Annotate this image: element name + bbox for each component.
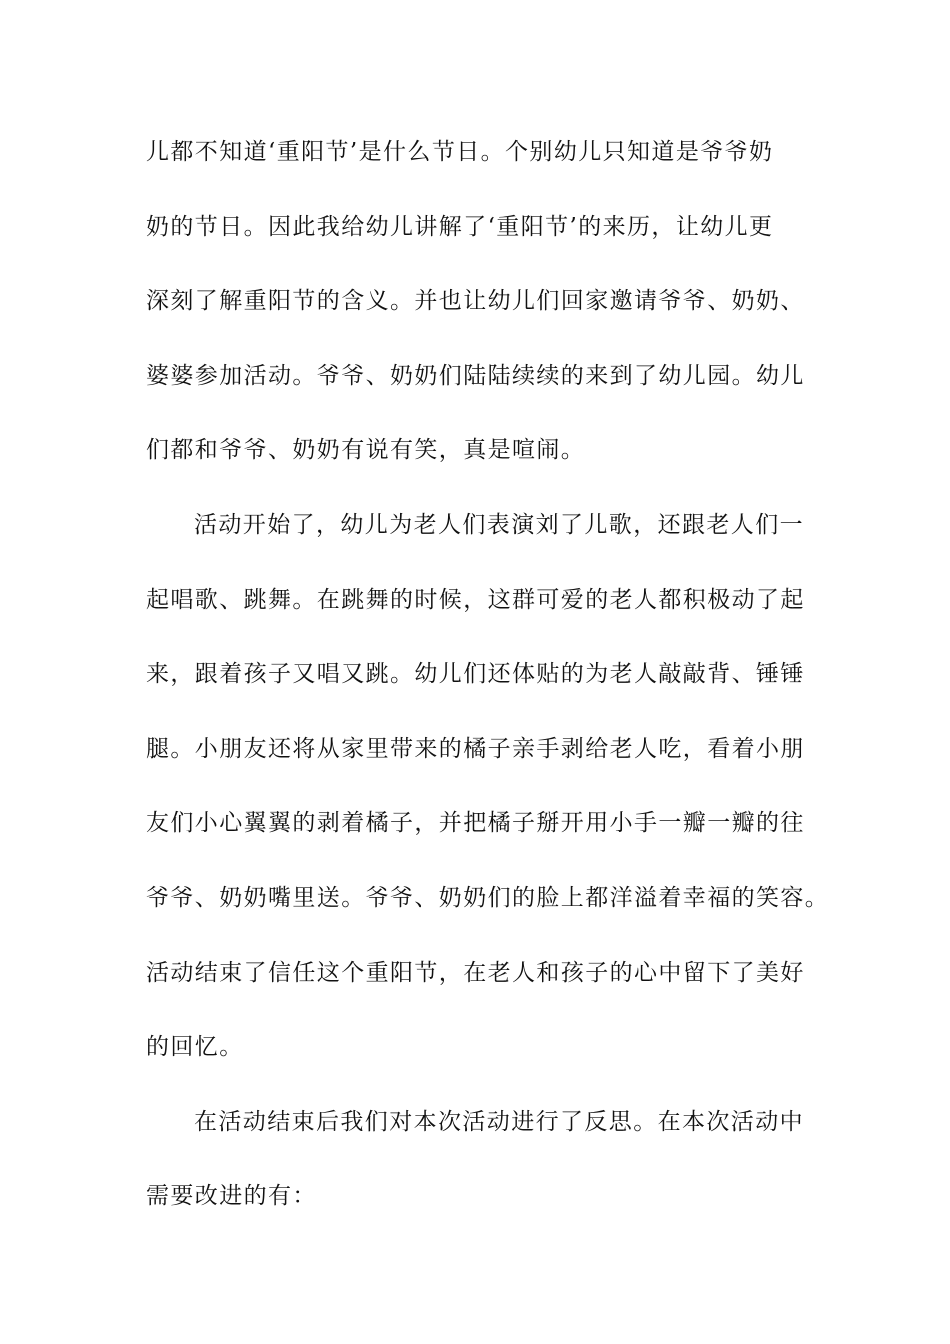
document-body-text	[146, 129, 830, 1248]
text-line: 需要改进的有：	[146, 1183, 317, 1210]
text-line: 的回忆。	[146, 1034, 244, 1061]
text-line: 儿都不知道‘重阳节’是什么节日。个别幼儿只知道是爷爷奶	[146, 139, 774, 165]
text-line: 活动结束了信任这个重阳节，在老人和孩子的心中留下了美好	[146, 959, 805, 986]
text-line: 爷爷、奶奶嘴里送。爷爷、奶奶们的脸上都洋溢着幸福的笑容。	[146, 884, 830, 911]
paragraph-first-line: 活动开始了，幼儿为老人们表演刘了儿歌，还跟老人们一	[194, 511, 804, 538]
text-line: 腿。小朋友还将从家里带来的橘子亲手剥给老人吃，看着小朋	[146, 735, 805, 762]
text-line: 奶的节日。因此我给幼儿讲解了‘重阳节’的来历，让幼儿更	[146, 213, 774, 240]
text-line: 起唱歌、跳舞。在跳舞的时候，这群可爱的老人都积极动了起	[146, 586, 805, 613]
text-line: 深刻了解重阳节的含义。并也让幼儿们回家邀请爷爷、奶奶、	[146, 288, 805, 315]
paragraph-first-line: 在活动结束后我们对本次活动进行了反思。在本次活动中	[194, 1108, 804, 1135]
text-line: 友们小心翼翼的剥着橘子，并把橘子掰开用小手一瓣一瓣的往	[146, 810, 805, 837]
text-line: 来，跟着孩子又唱又跳。幼儿们还体贴的为老人敲敲背、锤锤	[146, 661, 805, 688]
text-line: 们都和爷爷、奶奶有说有笑，真是喧闹。	[146, 437, 586, 464]
text-line: 婆婆参加活动。爷爷、奶奶们陆陆续续的来到了幼儿园。幼儿	[146, 362, 805, 389]
